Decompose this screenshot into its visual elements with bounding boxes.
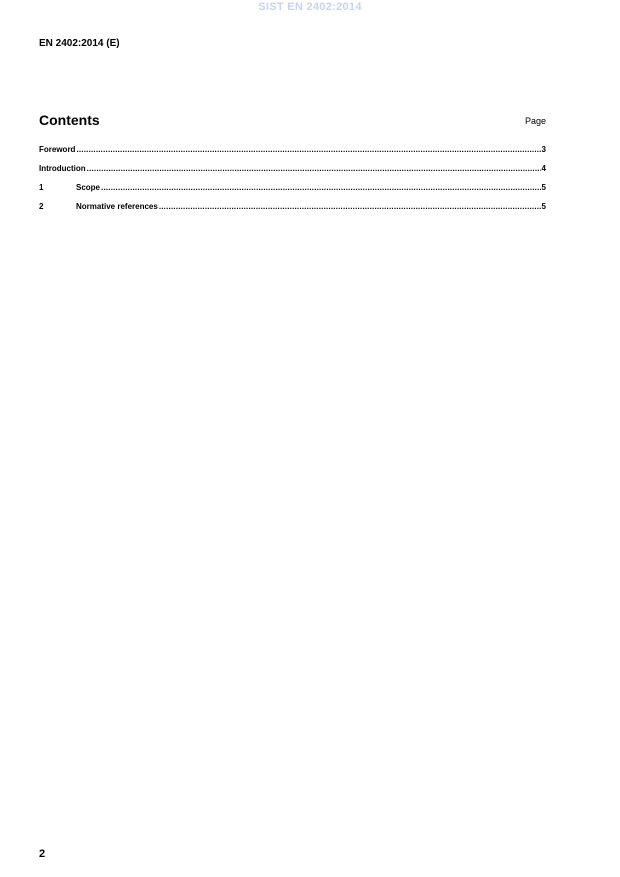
toc-leader-dots <box>101 183 541 192</box>
toc-entry-text: Scope <box>76 183 101 192</box>
toc-entry-page: 4 <box>541 164 546 173</box>
toc-entry-normative-references[interactable] <box>39 202 546 221</box>
toc-entry-foreword[interactable] <box>39 145 546 164</box>
toc-entry-page: 5 <box>541 183 546 192</box>
page-column-label: Page <box>524 116 546 126</box>
toc-entry-number: 2 <box>39 202 44 211</box>
watermark: SIST EN 2402:2014 <box>258 1 362 13</box>
page-number: 2 <box>39 848 46 860</box>
document-id: EN 2402:2014 (E) <box>39 38 120 49</box>
contents-title: Contents <box>39 112 100 128</box>
toc-entry-text: Introduction <box>39 164 86 173</box>
toc-leader-dots <box>87 164 541 173</box>
toc-leader-dots <box>76 145 540 154</box>
toc-leader-dots <box>159 202 541 211</box>
toc-entry-page: 5 <box>541 202 546 211</box>
contents-header <box>39 112 546 130</box>
toc-entry-text: Foreword <box>39 145 76 154</box>
toc-entry-text: Normative references <box>76 202 158 211</box>
toc-entry-introduction[interactable] <box>39 164 546 183</box>
table-of-contents <box>39 145 546 221</box>
toc-entry-number: 1 <box>39 183 44 192</box>
toc-entry-page: 3 <box>541 145 546 154</box>
toc-entry-scope[interactable] <box>39 183 546 202</box>
